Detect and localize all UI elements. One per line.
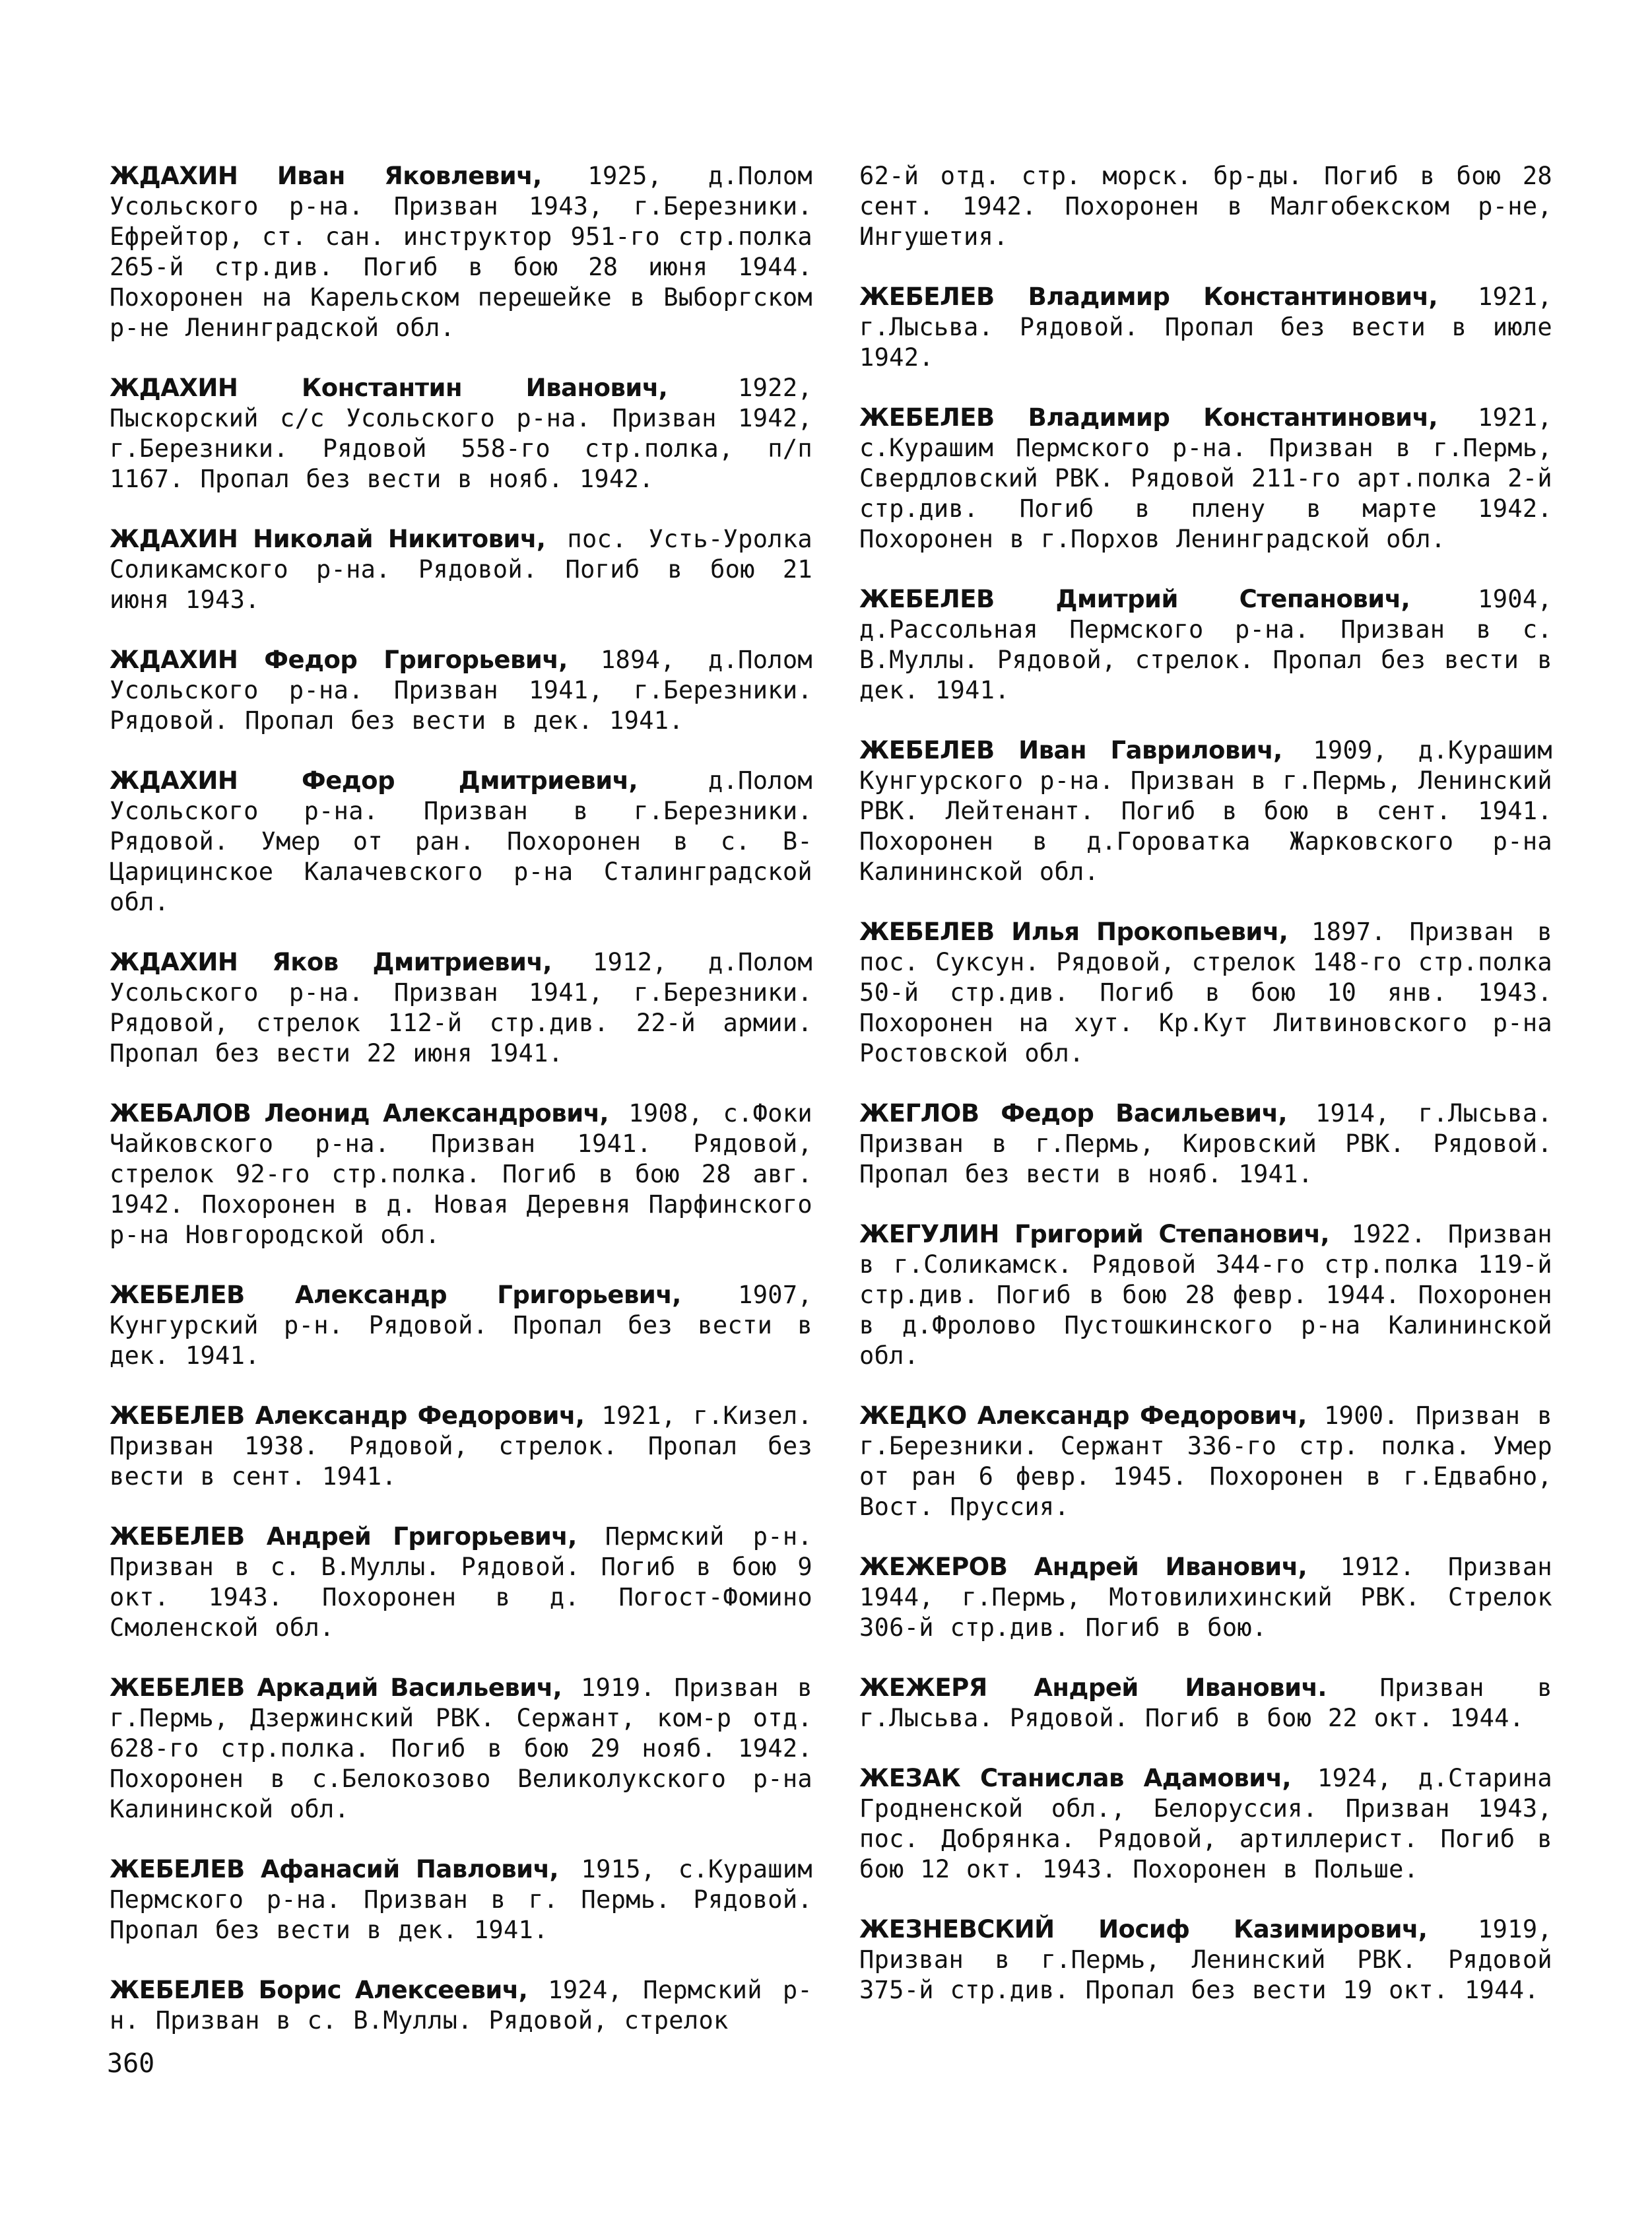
entry bbox=[859, 1763, 1552, 1885]
entry-name: ЖЕБЕЛЕВ Владимир Константинович, bbox=[859, 283, 1438, 311]
entry bbox=[110, 1280, 812, 1371]
entry-text: 1924, Пермский р-н. Призван в с. В.Муллы. Рядовой, стрелок bbox=[110, 1976, 812, 2035]
entry bbox=[859, 584, 1552, 706]
entry-name: ЖЕБАЛОВ Леонид Александрович, bbox=[110, 1099, 609, 1128]
entry-text: 1915, с.Курашим Пермского р-на. Призван в г. Пермь. Рядовой. Пропал без вести в дек. 1941. bbox=[110, 1855, 812, 1944]
entry bbox=[859, 917, 1552, 1069]
entry-name: ЖЕГУЛИН Григорий Степанович, bbox=[859, 1220, 1330, 1248]
entry bbox=[859, 1098, 1552, 1190]
page-number: 360 bbox=[107, 2048, 155, 2079]
entry bbox=[110, 1401, 812, 1492]
entry bbox=[110, 373, 812, 494]
entry bbox=[110, 524, 812, 615]
entry bbox=[110, 161, 812, 343]
entry-name: ЖЕБЕЛЕВ Афанасий Павлович, bbox=[110, 1855, 559, 1883]
entry-name: ЖЕБЕЛЕВ Аркадий Васильевич, bbox=[110, 1673, 562, 1702]
entry-text: 1907, Кунгурский р-н. Рядовой. Пропал без вести в дек. 1941. bbox=[110, 1281, 812, 1370]
entry-text: 1925, д.Полом Усольского р-на. Призван 1943, г.Березники. Ефрейтор, ст. сан. инструктор 951-го стр.полка 265-й стр.див. Погиб в бою 28 июня 1944. Похоронен на Карельском перешейке в Выборгском р-не Ленинградской обл. bbox=[110, 162, 812, 342]
entry bbox=[110, 947, 812, 1069]
entry bbox=[110, 1975, 812, 2036]
entry bbox=[859, 282, 1552, 373]
entry-name: ЖЕЖЕРЯ Андрей Иванович. bbox=[859, 1673, 1327, 1702]
entry-text: 1912, д.Полом Усольского р-на. Призван 1941, г.Березники. Рядовой, стрелок 112-й стр.див. 22-й армии. Пропал без вести 22 июня 1941. bbox=[110, 948, 812, 1067]
entry-name: ЖЕБЕЛЕВ Александр Федорович, bbox=[110, 1401, 585, 1430]
entry-name: ЖЕБЕЛЕВ Андрей Григорьевич, bbox=[110, 1522, 577, 1551]
entry bbox=[859, 735, 1552, 887]
entry-continuation bbox=[859, 161, 1552, 252]
entry-name: ЖДАХИН Федор Григорьевич, bbox=[110, 646, 568, 674]
entry-text: 1909, д.Курашим Кунгурского р-на. Призван в г.Пермь, Ленинский РВК. Лейтенант. Погиб в бою в сент. 1941. Похоронен в д.Гороватка Жарковского р-на Калининской обл. bbox=[859, 736, 1552, 886]
entry-name: ЖЕБЕЛЕВ Александр Григорьевич, bbox=[110, 1281, 681, 1309]
entry-name: ЖЕБЕЛЕВ Иван Гаврилович, bbox=[859, 736, 1282, 764]
entry-text: 1914, г.Лысьва. Призван в г.Пермь, Кировский РВК. Рядовой. Пропал без вести в нояб. 1941. bbox=[859, 1099, 1552, 1188]
entry bbox=[859, 1552, 1552, 1643]
entry-name: ЖЕЖЕРОВ Андрей Иванович, bbox=[859, 1553, 1307, 1581]
entry-text: д.Полом Усольского р-на. Призван в г.Березники. Рядовой. Умер от ран. Похоронен в с. В-Царицинское Калачевского р-на Сталинградской обл. bbox=[110, 766, 812, 916]
entry bbox=[110, 1854, 812, 1945]
entry-name: ЖДАХИН Иван Яковлевич, bbox=[110, 162, 542, 190]
right-column bbox=[859, 161, 1552, 2035]
entry-text: 1919, Призван в г.Пермь, Ленинский РВК. Рядовой 375-й стр.див. Пропал без вести 19 окт. 1944. bbox=[859, 1915, 1552, 2004]
entry-text: пос. Усть-Уролка Соликамского р-на. Рядовой. Погиб в бою 21 июня 1943. bbox=[110, 525, 812, 614]
entry bbox=[859, 1914, 1552, 2006]
entry bbox=[110, 766, 812, 918]
entry bbox=[859, 403, 1552, 555]
entry-text: 1921, г.Кизел. Призван 1938. Рядовой, стрелок. Пропал без вести в сент. 1941. bbox=[110, 1401, 812, 1491]
left-column bbox=[110, 161, 812, 2066]
entry-name: ЖЕЗНЕВСКИЙ Иосиф Казимирович, bbox=[859, 1915, 1428, 1943]
entry-name: ЖЕБЕЛЕВ Илья Прокопьевич, bbox=[859, 918, 1288, 946]
entry-text: 1919. Призван в г.Пермь, Дзержинский РВК. Сержант, ком-р отд. 628-го стр.полка. Погиб в бою 29 нояб. 1942. Похоронен в с.Белокозово Великолукского р-на Калининской обл. bbox=[110, 1673, 812, 1823]
entry-name: ЖЕБЕЛЕВ Борис Алексеевич, bbox=[110, 1976, 528, 2004]
entry-text: 1897. Призван в пос. Суксун. Рядовой, стрелок 148-го стр.полка 50-й стр.див. Погиб в бою 10 янв. 1943. Похоронен на хут. Кр.Кут Литвиновского р-на Ростовской обл. bbox=[859, 918, 1552, 1067]
entry-name: ЖЕЗАК Станислав Адамович, bbox=[859, 1764, 1292, 1792]
entry bbox=[110, 645, 812, 736]
entry bbox=[859, 1673, 1552, 1734]
entry-text: Призван в г.Лысьва. Рядовой. Погиб в бою 22 окт. 1944. bbox=[859, 1673, 1552, 1732]
entry bbox=[110, 1673, 812, 1825]
entry-name: ЖЕДКО Александр Федорович, bbox=[859, 1401, 1307, 1430]
entry-text: 1921, с.Курашим Пермского р-на. Призван в г.Пермь, Свердловский РВК. Рядовой 211-го арт.полка 2-й стр.див. Погиб в плену в марте 1942. Похоронен в г.Порхов Ленинградской обл. bbox=[859, 403, 1552, 553]
entry-text: 1912. Призван 1944, г.Пермь, Мотовилихинский РВК. Стрелок 306-й стр.див. Погиб в бою. bbox=[859, 1553, 1553, 1642]
entry-text: Пермский р-н. Призван в с. В.Муллы. Рядовой. Погиб в бою 9 окт. 1943. Похоронен в д. Погост-Фомино Смоленской обл. bbox=[110, 1522, 812, 1642]
entry-text: 1894, д.Полом Усольского р-на. Призван 1941, г.Березники. Рядовой. Пропал без вести в дек. 1941. bbox=[110, 646, 812, 735]
entry-name: ЖЕГЛОВ Федор Васильевич, bbox=[859, 1099, 1288, 1128]
entry-name: ЖЕБЕЛЕВ Владимир Константинович, bbox=[859, 403, 1438, 432]
entry-name: ЖДАХИН Яков Дмитриевич, bbox=[110, 948, 552, 976]
entry-text: 1922. Призван в г.Соликамск. Рядовой 344-го стр.полка 119-й стр.див. Погиб в бою 28 февр. 1944. Похоронен в д.Фролово Пустошкинского р-на Калининской обл. bbox=[859, 1220, 1552, 1370]
entry-text: 62-й отд. стр. морск. бр-ды. Погиб в бою 28 сент. 1942. Похоронен в Малгобекском р-не, Ингушетия. bbox=[859, 162, 1552, 251]
entry-name: ЖЕБЕЛЕВ Дмитрий Степанович, bbox=[859, 585, 1410, 613]
entry bbox=[110, 1098, 812, 1250]
entry bbox=[859, 1219, 1552, 1371]
entry-text: 1922, Пыскорский с/с Усольского р-на. Призван 1942, г.Березники. Рядовой 558-го стр.полка, п/п 1167. Пропал без вести в нояб. 1942. bbox=[110, 374, 812, 493]
entry-name: ЖДАХИН Федор Дмитриевич, bbox=[110, 766, 638, 795]
entry bbox=[859, 1401, 1552, 1522]
entry-name: ЖДАХИН Константин Иванович, bbox=[110, 374, 668, 402]
entry-text: 1908, с.Фоки Чайковского р-на. Призван 1941. Рядовой, стрелок 92-го стр.полка. Погиб в бою 28 авг. 1942. Похоронен в д. Новая Деревня Парфинского р-на Новгородской обл. bbox=[110, 1099, 812, 1249]
entry bbox=[110, 1522, 812, 1643]
entry-name: ЖДАХИН Николай Никитович, bbox=[110, 525, 546, 553]
entry-text: 1921, г.Лысьва. Рядовой. Пропал без вести в июле 1942. bbox=[859, 283, 1552, 372]
entry-text: 1900. Призван в г.Березники. Сержант 336-го стр. полка. Умер от ран 6 февр. 1945. Похоронен в г.Едвабно, Вост. Пруссия. bbox=[859, 1401, 1552, 1521]
entry-text: 1924, д.Старина Гродненской обл., Белоруссия. Призван 1943, пос. Добрянка. Рядовой, артиллерист. Погиб в бою 12 окт. 1943. Похоронен в Польше. bbox=[859, 1764, 1552, 1883]
entry-text: 1904, д.Рассольная Пермского р-на. Призван в с. В.Муллы. Рядовой, стрелок. Пропал без вести в дек. 1941. bbox=[859, 585, 1552, 704]
